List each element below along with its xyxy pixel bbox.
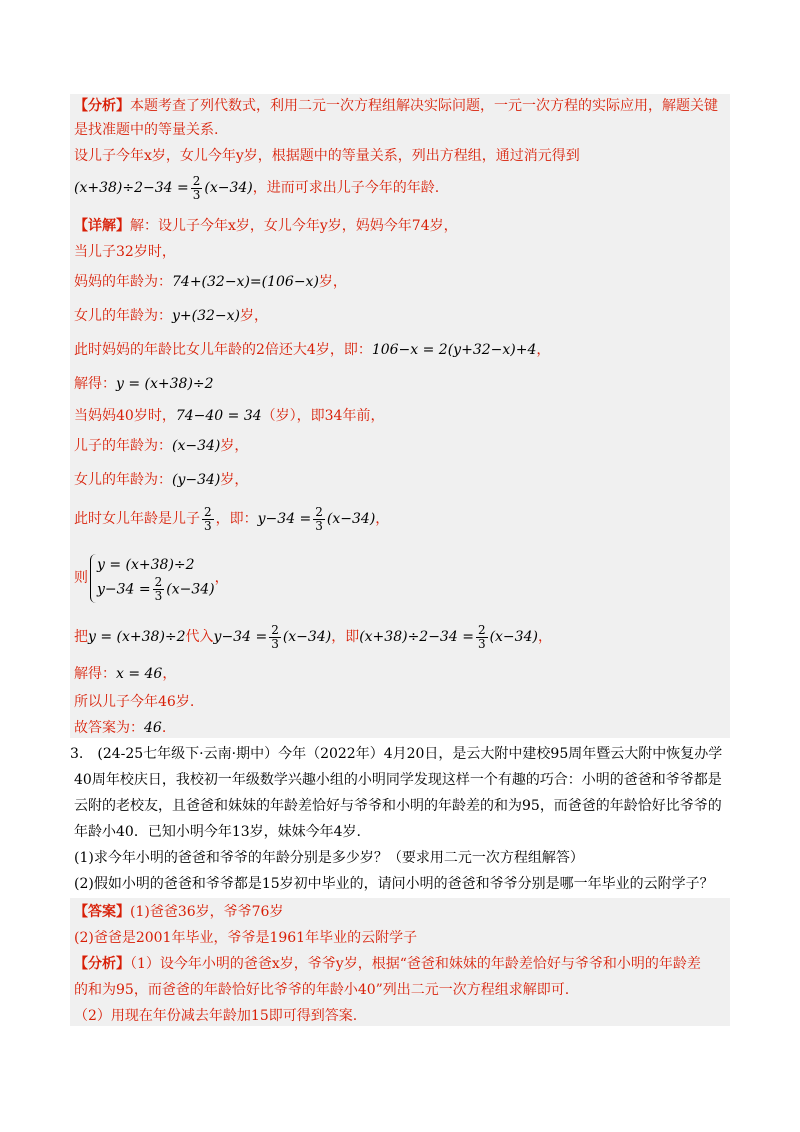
question-part-1: (1)求今年小明的爸爸和爷爷的年龄分别是多少岁？（要求用二元一次方程组解答）	[74, 850, 584, 866]
fraction: $\frac{2}{3}$	[315, 504, 323, 533]
fraction: $\frac{2}{3}$	[192, 173, 201, 202]
analysis-line-3: 设儿子今年x岁，女儿今年y岁，根据题中的等量关系，列出方程组，通过消元得到	[74, 148, 580, 164]
analysis-line-4: (x+38)÷2−34 = $\frac{2}{3}$ (x−34)，进而可求出儿子今年的年龄.	[74, 173, 440, 202]
analysis-line-2: 是找准题中的等量关系.	[74, 122, 219, 138]
detail-line-3: 妈妈的年龄为：74+(32−x)=(106−x)岁，	[74, 274, 347, 290]
answer-line-2: (2)爸爸是2001年毕业，爷爷是1961年毕业的云附学子	[74, 930, 418, 946]
question-line-3: 云附的老校友，且爸爸和妹妹的年龄差恰好与爷爷和小明的年龄差的和为95，而爸爸的年龄恰好比爷爷的	[74, 798, 722, 814]
analysis-line-1: 【分析】本题考查了列代数式，利用二元一次方程组解决实际问题，一元一次方程的实际应用，解题关键	[74, 98, 718, 114]
analysis3-tag: 【分析】	[74, 956, 130, 972]
detail-line-15: 故答案为：46.	[74, 720, 167, 736]
question-line-1: 3. (24-25七年级下·云南·期中）今年（2022年）4月20日，是云大附中建校95周年暨云大附中恢复办学	[70, 746, 723, 762]
question-line-2: 40周年校庆日，我校初一年级数学兴趣小组的小明同学发现这样一个有趣的巧合：小明的爸爸和爷爷都是	[74, 772, 722, 788]
detail-line-10: 此时女儿年龄是儿子 $\frac{2}{3}$ ，即：y−34 = $\frac{2}{3}$ (x−34)，	[74, 504, 390, 533]
detail-line-4: 女儿的年龄为：y+(32−x)岁，	[74, 308, 269, 324]
detail-line-6: 解得：y = (x+38)÷2	[74, 376, 214, 392]
detail-line-9: 女儿的年龄为：(y−34)岁，	[74, 472, 249, 488]
answer-line-1: 【答案】(1)爸爸36岁，爷爷76岁	[74, 904, 284, 920]
analysis3-line-1: 【分析】（1）设今年小明的爸爸x岁，爷爷y岁，根据“爸爸和妹妹的年龄差恰好与爷爷和小明的年龄差	[74, 956, 701, 972]
analysis3-line-2: 的和为95，而爸爸的年龄恰好比爷爷的年龄小40”列出二元一次方程组求解即可.	[74, 982, 570, 998]
detail-line-13: 解得：x = 46，	[74, 666, 177, 682]
fraction: $\frac{2}{3}$	[204, 504, 212, 533]
detail-line-11: 则 y = (x+38)÷2 y−34 = $\frac{2}{3}$ (x−34) ，	[74, 546, 229, 610]
detail-line-12: 把y = (x+38)÷2代入y−34 = $\frac{2}{3}$ (x−34)，即(x+38)÷2−34 = $\frac{2}{3}$ (x−34)，	[74, 622, 552, 651]
detail-line-8: 儿子的年龄为：(x−34)岁，	[74, 438, 249, 454]
detail-line-2: 当儿子32岁时，	[74, 244, 176, 260]
question-line-4: 年龄小40．已知小明今年13岁，妹妹今年4岁.	[74, 824, 361, 840]
detail-tag: 【详解】	[74, 218, 130, 234]
detail-line-1: 【详解】解：设儿子今年x岁，女儿今年y岁，妈妈今年74岁，	[74, 218, 458, 234]
analysis3-line-3: （2）用现在年份减去年龄加15即可得到答案.	[74, 1008, 358, 1024]
detail-line-14: 所以儿子今年46岁.	[74, 694, 195, 710]
question-part-2: (2)假如小明的爸爸和爷爷都是15岁初中毕业的，请问小明的爸爸和爷爷分别是哪一年毕业的云附学子？	[74, 876, 714, 892]
detail-line-5: 此时妈妈的年龄比女儿年龄的2倍还大4岁，即：106−x = 2(y+32−x)+4，	[74, 342, 551, 358]
answer-tag: 【答案】	[74, 904, 130, 920]
equation-system: y = (x+38)÷2 y−34 = $\frac{2}{3}$ (x−34)	[90, 554, 215, 603]
detail-line-7: 当妈妈40岁时，74−40 = 34（岁），即34年前，	[74, 408, 385, 424]
analysis-tag: 【分析】	[74, 98, 130, 114]
